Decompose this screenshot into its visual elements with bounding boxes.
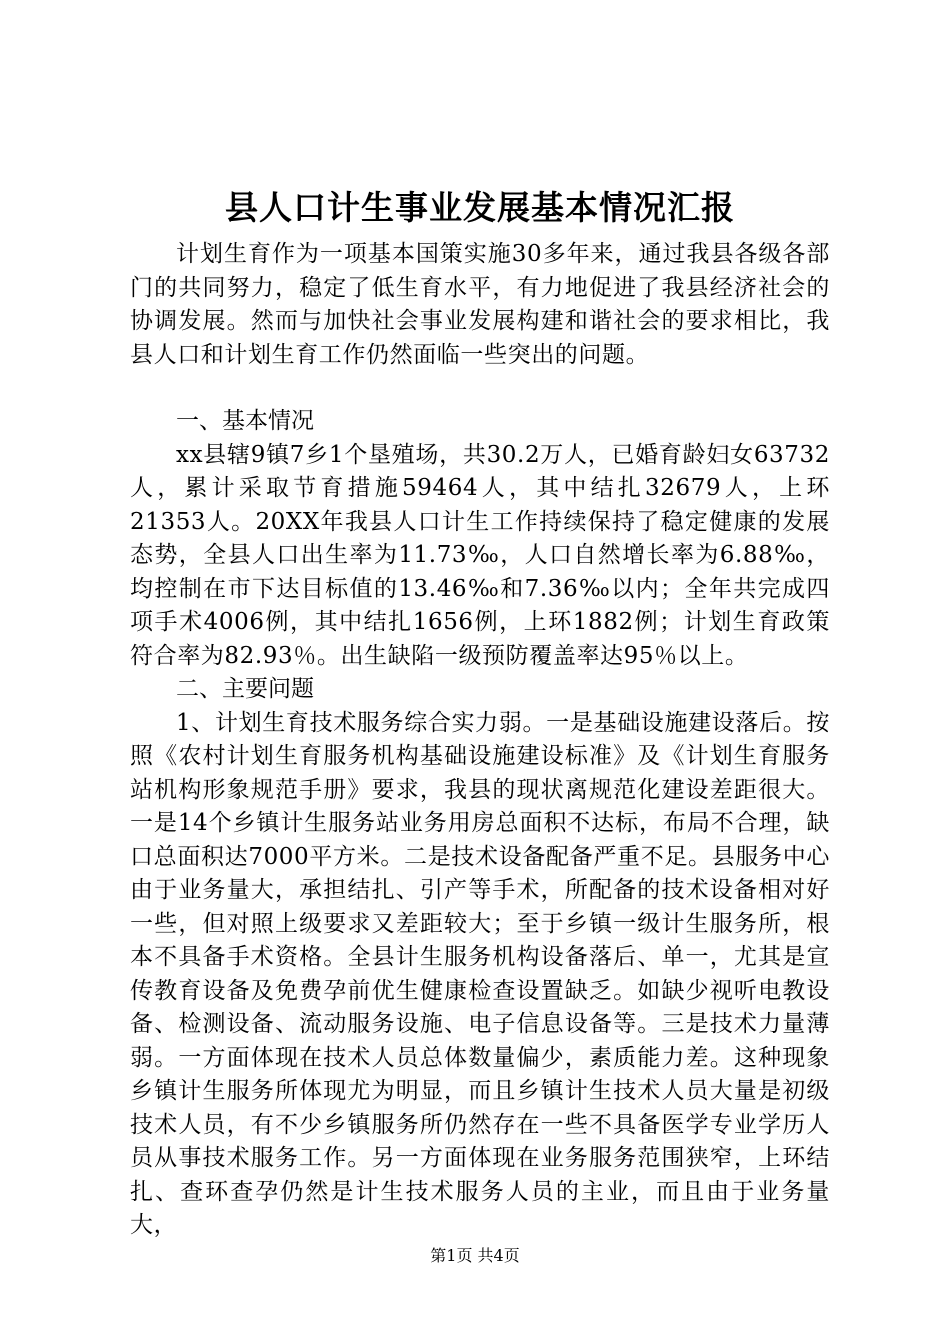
document-title: 县人口计生事业发展基本情况汇报 — [225, 188, 735, 227]
page-footer: 第1页 共4页 — [430, 1246, 520, 1265]
paragraph-gap — [130, 372, 830, 405]
document-body — [130, 178, 830, 1243]
section-body-problems: 1、计划生育技术服务综合实力弱。一是基础设施建设落后。按照《农村计划生育服务机构基础设施建设标准》及《计划生育服务站机构形象规范手册》要求，我县的现状离规范化建设差距很大。一是14个乡镇计生服务站业务用房总面积不达标，布局不合理，缺口总面积达7000平方米。二是技术设备配备严重不足。县服务中心由于业务量大，承担结扎、引产等手术，所配备的技术设备相对好一些，但对照上级要求又差距较大；至于乡镇一级计生服务所，根本不具备手术资格。全县计生服务机构设备落后、单一，尤其是宣传教育设备及免费孕前优生健康检查设置缺乏。如缺少视听电教设备、检测设备、流动服务设施、电子信息设备等。三是技术力量薄弱。一方面体现在技术人员总体数量偏少，素质能力差。这种现象乡镇计生服务所体现尤为明显，而且乡镇计生技术人员大量是初级技术人员，有不少乡镇服务所仍然存在一些不具备医学专业学历人员从事技术服务工作。另一方面体现在业务服务范围狭窄，上环结扎、查环查孕仍然是计生技术服务人员的主业，而且由于业务量大， — [130, 709, 830, 1238]
section-heading-basic: 一、基本情况 — [176, 408, 314, 434]
section-body-basic: xx县辖9镇7乡1个垦殖场，共30.2万人，已婚育龄妇女63732人，累计采取节育措施59464人，其中结扎32679人，上环21353人。20XX年我县人口计生工作持续保持了稳定健康的发展态势，全县人口出生率为11.73‰，人口自然增长率为6.88‰，均控制在市下达目标值的13.46‰和7.36‰以内；全年共完成四项手术4006例，其中结扎1656例，上环1882例；计划生育政策符合率为82.93％。出生缺陷一级预防覆盖率达95％以上。 — [130, 441, 830, 669]
intro-paragraph: 计划生育作为一项基本国策实施30多年来，通过我县各级各部门的共同努力，稳定了低生育水平，有力地促进了我县经济社会的协调发展。然而与加快社会事业发展构建和谐社会的要求相比，我县人口和计划生育工作仍然面临一些突出的问题。 — [130, 241, 830, 368]
section-heading-problems: 二、主要问题 — [176, 676, 314, 702]
